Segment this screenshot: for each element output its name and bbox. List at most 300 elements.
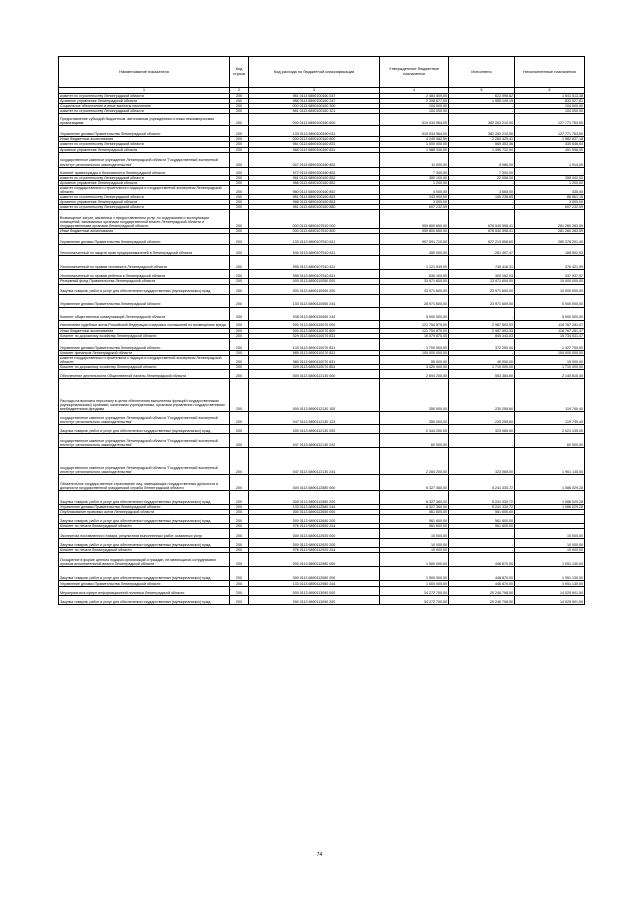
row-approved: 34 272 700,00	[380, 596, 449, 605]
row-executed: -	[449, 529, 515, 539]
header-code: Код строки	[230, 57, 249, 88]
row-kbk: 972 0113 6890100160 852	[249, 167, 380, 175]
row-name: Закупка товаров, работ и услуг для обеспечения государственных (муниципальных) нужд	[59, 425, 230, 434]
row-code: 200	[230, 425, 249, 434]
row-name: комитет по строительству Ленинградской области	[59, 195, 230, 200]
row-approved: 1 121 949,00	[380, 256, 449, 270]
row-approved: 561 600,00	[380, 515, 449, 524]
header-kbk: Код расхода по бюджетной классификации	[249, 57, 380, 88]
row-code: 200	[230, 152, 249, 167]
row-kbk: 976 0113 6890112920 244	[249, 548, 380, 553]
row-name: Уполномоченный по правам ребенка в Ленинградской области	[59, 270, 230, 279]
row-code: 200	[230, 505, 249, 510]
row-approved: 561 600,00	[380, 510, 449, 515]
table-row	[59, 505, 585, 510]
row-approved: 34 272 700,00	[380, 587, 449, 596]
row-executed: 323 065,00	[449, 425, 515, 434]
row-code: 200	[230, 333, 249, 338]
row-name: Комитет по печати Ленинградской области	[59, 548, 230, 553]
row-code: 200	[230, 548, 249, 553]
table-row	[59, 515, 585, 524]
row-unexecuted: 127 771 753,50	[515, 114, 585, 126]
row-kbk: 981 0113 6890100160 852	[249, 175, 380, 180]
row-code: 200	[230, 529, 249, 539]
row-approved: 104 000,00	[380, 109, 449, 114]
row-code: 200	[230, 200, 249, 205]
row-approved: 33 971 600,00	[380, 284, 449, 294]
row-code: 200	[230, 185, 249, 194]
row-name: Уполномоченный по защите прав предпринимателей в Ленинградской области	[59, 245, 230, 256]
header-name: Наименование показателя	[59, 57, 230, 88]
row-kbk: 133 0113 6890107510 811	[249, 234, 380, 245]
row-unexecuted: 60 000,00	[515, 434, 585, 448]
row-approved: 450 000,00	[380, 245, 449, 256]
row-kbk: 133 0113 6890110050 244	[249, 294, 380, 307]
row-kbk: 000 0113 6890112130 200	[249, 425, 380, 434]
row-executed: 23 971 600,00	[449, 284, 515, 294]
row-kbk: 047 0113 6890112130 242	[249, 434, 380, 448]
row-name: Резервный фонд Правительства Ленинградской области	[59, 279, 230, 284]
row-unexecuted: 127 771 753,50	[515, 126, 585, 137]
index-cell: 3	[249, 88, 380, 94]
row-code: 200	[230, 553, 249, 567]
row-unexecuted: 1 086 029,28	[515, 491, 585, 505]
row-approved: 33 971 600,00	[380, 279, 449, 284]
row-name: комитет по строительству Ленинградской области	[59, 205, 230, 210]
row-approved: 350 000,00	[380, 379, 449, 412]
row-unexecuted: -	[515, 510, 585, 515]
row-approved: 10 000,00	[380, 539, 449, 548]
row-kbk: 981 0113 6890100160 831	[249, 142, 380, 147]
row-code: 200	[230, 412, 249, 425]
row-executed: 678 540 598,41	[449, 229, 515, 234]
row-unexecuted: 10 000 000,00	[515, 279, 585, 284]
table-row	[59, 210, 585, 229]
row-approved: 957 591 710,00	[380, 234, 449, 245]
row-approved: 5 000 000,00	[380, 307, 449, 320]
row-name: Комитет по печати Ленинградской области	[59, 524, 230, 529]
row-approved: 1 500 000,00	[380, 581, 449, 587]
row-kbk: 981 0113 6890100160 321	[249, 109, 380, 114]
row-code: 200	[230, 294, 249, 307]
row-unexecuted: 2 140 815,40	[515, 370, 585, 379]
row-unexecuted: 1 641 513,38	[515, 94, 585, 99]
row-code: 200	[230, 338, 249, 350]
row-executed: 678 540 598,41	[449, 210, 515, 229]
row-kbk: 981 0113 6890100160 880	[249, 205, 380, 210]
row-executed: -	[449, 205, 515, 210]
header-unexecuted: Неисполненные назначения	[515, 57, 585, 88]
table-row	[59, 539, 585, 548]
row-name: комитет государственного строительного надзора и государственной экспертизы Ленинградской области	[59, 185, 230, 194]
row-kbk: 029 0113 6890110070 853	[249, 364, 380, 369]
row-unexecuted: 1 086 029,28	[515, 475, 585, 491]
index-cell: 2	[230, 88, 249, 94]
row-executed: 281 497,47	[449, 245, 515, 256]
row-kbk: 988 0113 6890100160 247	[249, 99, 380, 104]
row-code: 200	[230, 581, 249, 587]
table-row	[59, 195, 585, 200]
row-approved: 636 100,00	[380, 270, 449, 279]
row-executed: -	[449, 548, 515, 553]
row-code: 200	[230, 567, 249, 581]
row-unexecuted: 119 740,40	[515, 412, 585, 425]
row-name: Уполномоченный по правам человека в Ленинградской области	[59, 256, 230, 270]
row-name: Опубликование правовых актов Ленинградской области	[59, 510, 230, 515]
row-code: 200	[230, 175, 249, 180]
row-approved: 121 754 875,00	[380, 328, 449, 333]
row-kbk: 029 0113 6890110070 831	[249, 333, 380, 338]
row-approved: 10 000,00	[380, 548, 449, 553]
row-executed: 561 600,00	[449, 510, 515, 515]
row-unexecuted: 104 000,00	[515, 104, 585, 109]
row-code: 200	[230, 434, 249, 448]
row-executed: 569 353,36	[449, 142, 515, 147]
row-unexecuted: 168 502,53	[515, 245, 585, 256]
row-approved: 6 327 360,00	[380, 505, 449, 510]
row-approved: 100 000 000,00	[380, 350, 449, 355]
row-code: 200	[230, 104, 249, 109]
row-approved: 1 500 000,00	[380, 553, 449, 567]
row-code: 200	[230, 229, 249, 234]
row-unexecuted: 1 051 130,00	[515, 567, 585, 581]
row-code: 200	[230, 524, 249, 529]
row-unexecuted: 491 598,00	[515, 147, 585, 152]
row-kbk: 000 0113 6890112580 000	[249, 475, 380, 491]
row-code: 200	[230, 491, 249, 505]
table-row	[59, 412, 585, 425]
row-approved: 1 000 000,00	[380, 142, 449, 147]
row-name: Управление делами Правительства Ленинградской области	[59, 126, 230, 137]
row-name: комитет по строительству Ленинградской области	[59, 175, 230, 180]
row-kbk: 940 0113 6890107510 811	[249, 245, 380, 256]
row-name: Возмещение затрат, связанных с предоставлением услуг по содержанию и эксплуатации помещений, занимаемых органами государственной власти Ленинградской области и государственными органами Ленинградской области	[59, 210, 230, 229]
row-code: 200	[230, 99, 249, 104]
row-name: Управление делами Правительства Ленинградской области	[59, 338, 230, 350]
table-row	[59, 94, 585, 99]
row-approved: 1 700 000,00	[380, 338, 449, 350]
table-row	[59, 284, 585, 294]
row-unexecuted: 281 260 283,59	[515, 210, 585, 229]
row-name: Расходы на выплаты персоналу в целях обеспечения выполнения функций государственными (муниципальными) органами, казенными учреждениями, органами управления государственными внебюджетными фондами	[59, 379, 230, 412]
row-code: 200	[230, 355, 249, 364]
row-executed: 2 280 425,41	[449, 137, 515, 142]
row-code: 200	[230, 234, 249, 245]
row-name: Иные бюджетные ассигнования	[59, 229, 230, 234]
row-kbk: 000 0113 6890112650 200	[249, 515, 380, 524]
row-name: Закупка товаров, работ и услуг для обеспечения государственных (муниципальных) нужд	[59, 491, 230, 505]
row-kbk: 980 0113 6890100160 852	[249, 185, 380, 194]
row-executed: 1 565 149,19	[449, 99, 515, 104]
row-unexecuted: 5 000 000,00	[515, 294, 585, 307]
row-executed: 448 870,00	[449, 567, 515, 581]
row-code: 200	[230, 596, 249, 605]
row-unexecuted: -	[515, 524, 585, 529]
row-code: 200	[230, 515, 249, 524]
row-kbk: 047 0113 6890112130 123	[249, 412, 380, 425]
row-name: Обеспечение деятельности Общественной палаты Ленинградской области	[59, 370, 230, 379]
table-row	[59, 448, 585, 475]
table-row	[59, 185, 585, 194]
row-kbk: 000 0113 6890110050 000	[249, 279, 380, 284]
row-executed: 300 162,03	[449, 270, 515, 279]
table-row	[59, 581, 585, 587]
row-approved: 561 600,00	[380, 524, 449, 529]
index-cell: 1	[59, 88, 230, 94]
table-row	[59, 175, 585, 180]
table-row	[59, 279, 585, 284]
row-approved: 959 800 650,00	[380, 229, 449, 234]
row-approved: 55 000,00	[380, 355, 449, 364]
row-kbk: 000 0113 6890110070 800	[249, 328, 380, 333]
row-kbk: 995 0113 6890107510 811	[249, 256, 380, 270]
row-executed: 20 246 798,50	[449, 587, 515, 596]
row-approved: 11 000,00	[380, 152, 449, 167]
row-kbk: 000 0113 6890110050 200	[249, 284, 380, 294]
row-name: Комитет по дорожному хозяйству Ленинградской области	[59, 364, 230, 369]
row-kbk: 988 0113 6890100160 853	[249, 200, 380, 205]
header-approved: Утвержденные бюджетные назначения	[380, 57, 449, 88]
table-row	[59, 364, 585, 369]
row-code: 200	[230, 147, 249, 152]
row-unexecuted: 1 914,00	[515, 152, 585, 167]
row-unexecuted: 1 051 130,00	[515, 553, 585, 567]
row-executed: 382 263 210,50	[449, 114, 515, 126]
row-code: 200	[230, 167, 249, 175]
row-code: 200	[230, 245, 249, 256]
row-code: 200	[230, 307, 249, 320]
row-approved: 7 300,00	[380, 167, 449, 175]
row-code: 200	[230, 364, 249, 369]
row-approved: 6 327 360,00	[380, 475, 449, 491]
row-kbk: 000 0113 6890100160 600	[249, 114, 380, 126]
row-unexecuted: 10 000,00	[515, 548, 585, 553]
row-approved: 2 344 200,00	[380, 425, 449, 434]
row-executed: 5 241 330,72	[449, 475, 515, 491]
row-unexecuted: 3 000,00	[515, 200, 585, 205]
table-row	[59, 152, 585, 167]
table-row	[59, 379, 585, 412]
row-unexecuted: 104 000,00	[515, 109, 585, 114]
table-body	[59, 94, 585, 605]
row-unexecuted: 376 421,99	[515, 256, 585, 270]
row-name: Комитет финансов Ленинградской области	[59, 350, 230, 355]
table-row	[59, 370, 585, 379]
row-kbk: 976 0113 6890112650 244	[249, 524, 380, 529]
row-approved: 1 200,00	[380, 180, 449, 185]
row-name: Иные бюджетные ассигнования	[59, 328, 230, 333]
row-executed: -	[449, 200, 515, 205]
row-executed: 23 971 600,00	[449, 294, 515, 307]
row-approved: 28 971 600,00	[380, 294, 449, 307]
table-row	[59, 126, 585, 137]
row-unexecuted: -	[515, 167, 585, 175]
row-code: 200	[230, 270, 249, 279]
row-code: 200	[230, 379, 249, 412]
row-name: комитет государственного строительного надзора и государственной экспертизы Ленинградской области	[59, 355, 230, 364]
row-kbk: 985 0113 6890110070 831	[249, 350, 380, 355]
row-executed: 5 241 330,72	[449, 491, 515, 505]
row-unexecuted: 14 025 901,50	[515, 587, 585, 596]
row-approved: 3 420 000,00	[380, 364, 449, 369]
row-name: Архивное управление Ленинградской области	[59, 99, 230, 104]
row-unexecuted: 15 000,00	[515, 355, 585, 364]
row-unexecuted: 88 661,15	[515, 195, 585, 200]
row-unexecuted: 15 734 531,47	[515, 333, 585, 338]
row-executed: 561 600,00	[449, 515, 515, 524]
row-name: Закупка товаров, работ и услуг для обеспечения государственных (муниципальных) нужд	[59, 284, 230, 294]
table-row	[59, 491, 585, 505]
row-code: 200	[230, 320, 249, 328]
table-row	[59, 475, 585, 491]
row-approved: 1 500 000,00	[380, 567, 449, 581]
row-code: 200	[230, 448, 249, 475]
row-approved: 16 579 875,00	[380, 333, 449, 338]
row-name: Обязательное государственное страхование лиц, замещающих государственные должности и должности государственной гражданской службы Ленинградской области	[59, 475, 230, 491]
index-cell: 6	[515, 88, 585, 94]
row-code: 200	[230, 94, 249, 99]
report-sheet	[58, 56, 584, 605]
row-kbk: 000 0113 6890112580 200	[249, 491, 380, 505]
row-approved: 510 034 964,00	[380, 114, 449, 126]
table-row	[59, 510, 585, 515]
row-executed: 845 343,53	[449, 333, 515, 338]
row-kbk: 133 0113 6890110070 831	[249, 338, 380, 350]
row-unexecuted: 119 740,40	[515, 379, 585, 412]
row-kbk: 000 0113 6890107510 800	[249, 229, 380, 234]
row-executed: -	[449, 180, 515, 185]
row-executed: 20 246 798,50	[449, 596, 515, 605]
row-approved: 121 754 875,00	[380, 320, 449, 328]
row-name: Предоставление субсидий бюджетным, автономным учреждениям и иным некоммерческим организациям	[59, 114, 230, 126]
row-code: 200	[230, 114, 249, 126]
row-code: 200	[230, 279, 249, 284]
row-kbk: 000 0113 6890112980 200	[249, 567, 380, 581]
header-executed: Исполнено	[449, 57, 515, 88]
row-code: 200	[230, 328, 249, 333]
row-executed: 745 416,31	[449, 256, 515, 270]
row-unexecuted: 430 646,64	[515, 142, 585, 147]
row-kbk: 000 0113 6890112650 000	[249, 510, 380, 515]
row-kbk: 000 0113 6890112980 000	[249, 553, 380, 567]
row-name: Комитет по дорожному хозяйству Ленинградской области	[59, 333, 230, 338]
table-row	[59, 320, 585, 328]
table-row	[59, 256, 585, 270]
row-kbk: 996 0113 6890107510 811	[249, 270, 380, 279]
row-approved: 3 000,00	[380, 200, 449, 205]
row-executed: -	[449, 350, 515, 355]
index-cell: 4	[380, 88, 449, 94]
row-executed: 7 300,00	[449, 167, 515, 175]
row-unexecuted: 1 200,00	[515, 180, 585, 185]
row-kbk: 133 0113 6890112580 244	[249, 505, 380, 510]
row-executed: 2 987 593,53	[449, 328, 515, 333]
row-kbk: 047 0113 6890100160 852	[249, 152, 380, 167]
row-unexecuted: 118 767 281,47	[515, 328, 585, 333]
row-name: Социальное обеспечение и иные выплаты населению	[59, 104, 230, 109]
row-executed: 323 065,00	[449, 448, 515, 475]
row-name: государственное казенное учреждение Ленинградской области "Государственный экспертный институт регионального законодательства"	[59, 152, 230, 167]
row-kbk: 000 0113 6890112920 000	[249, 529, 380, 539]
index-cell: 5	[449, 88, 515, 94]
row-code: 200	[230, 370, 249, 379]
row-executed: 372 250,00	[449, 338, 515, 350]
row-kbk: 988 0113 6890100160 852	[249, 180, 380, 185]
row-name: государственное казенное учреждение Ленинградской области "Государственный экспертный институт регионального законодательства"	[59, 448, 230, 475]
row-kbk: 133 0113 6890112980 244	[249, 581, 380, 587]
row-approved: 4 000,00	[380, 185, 449, 194]
row-kbk: 980 0113 6890110070 831	[249, 355, 380, 364]
table-row	[59, 245, 585, 256]
row-name: государственное казенное учреждение Ленинградской области "Государственный экспертный институт регионального законодательства"	[59, 434, 230, 448]
row-executed: -	[449, 307, 515, 320]
row-name: Архивное управление Ленинградской области	[59, 147, 230, 152]
row-approved: 510 034 964,00	[380, 126, 449, 137]
row-approved: 10 000,00	[380, 529, 449, 539]
row-approved: 104 000,00	[380, 104, 449, 109]
row-code: 200	[230, 180, 249, 185]
table-row	[59, 434, 585, 448]
row-unexecuted: 118 767 281,47	[515, 320, 585, 328]
row-kbk: 981 0113 6890100160 853	[249, 195, 380, 200]
table-row	[59, 294, 585, 307]
row-unexecuted: 280 378 201,40	[515, 234, 585, 245]
row-code: 200	[230, 137, 249, 142]
table-row	[59, 587, 585, 596]
row-executed: 1 710 000,00	[449, 364, 515, 369]
row-approved: 350 000,00	[380, 412, 449, 425]
row-executed: 622 996,62	[449, 94, 515, 99]
row-code: 200	[230, 205, 249, 210]
row-name: Закупка товаров, работ и услуг для обеспечения государственных (муниципальных) нужд	[59, 515, 230, 524]
row-name: комитет по строительству Ленинградской области	[59, 142, 230, 147]
row-name: Исполнение судебных актов Российской Федерации и мировых соглашений по возмещению вреда	[59, 320, 230, 328]
row-executed: 382 263 210,50	[449, 126, 515, 137]
table-row	[59, 553, 585, 567]
row-approved: 2 284 200,00	[380, 448, 449, 475]
row-executed: 230 259,60	[449, 379, 515, 412]
table-row	[59, 425, 585, 434]
row-executed: 40 000,00	[449, 355, 515, 364]
row-name: Комитет общественных коммуникаций Ленинградской области	[59, 307, 230, 320]
row-name: Закупка товаров, работ и услуг для обеспечения государственных (муниципальных) нужд	[59, 567, 230, 581]
row-kbk: 000 0113 6890100160 800	[249, 137, 380, 142]
row-executed: 448 870,00	[449, 553, 515, 567]
row-kbk: 000 0113 6890110070 000	[249, 320, 380, 328]
row-code: 200	[230, 587, 249, 596]
table-header	[59, 57, 585, 88]
row-executed: 2 987 593,53	[449, 320, 515, 328]
row-name: Управление делами Правительства Ленинградской области	[59, 234, 230, 245]
row-executed: -	[449, 104, 515, 109]
row-code: 200	[230, 109, 249, 114]
row-name: комитет по строительству Ленинградской области	[59, 94, 230, 99]
row-kbk: 938 0113 6890110050 244	[249, 307, 380, 320]
row-approved: 607 232,59	[380, 205, 449, 210]
row-executed: -	[449, 539, 515, 548]
budget-table	[58, 56, 585, 605]
table-row	[59, 338, 585, 350]
row-unexecuted: 10 000,00	[515, 539, 585, 548]
row-approved: 2 694 200,00	[380, 370, 449, 379]
row-unexecuted: 5 000 000,00	[515, 307, 585, 320]
row-name: Архивное управление Ленинградской области	[59, 200, 230, 205]
row-unexecuted: 358 042,00	[515, 175, 585, 180]
row-unexecuted: 1 961 135,00	[515, 448, 585, 475]
row-unexecuted: -	[515, 515, 585, 524]
row-kbk: 988 0113 6890100160 831	[249, 147, 380, 152]
row-approved: 6 327 360,00	[380, 491, 449, 505]
